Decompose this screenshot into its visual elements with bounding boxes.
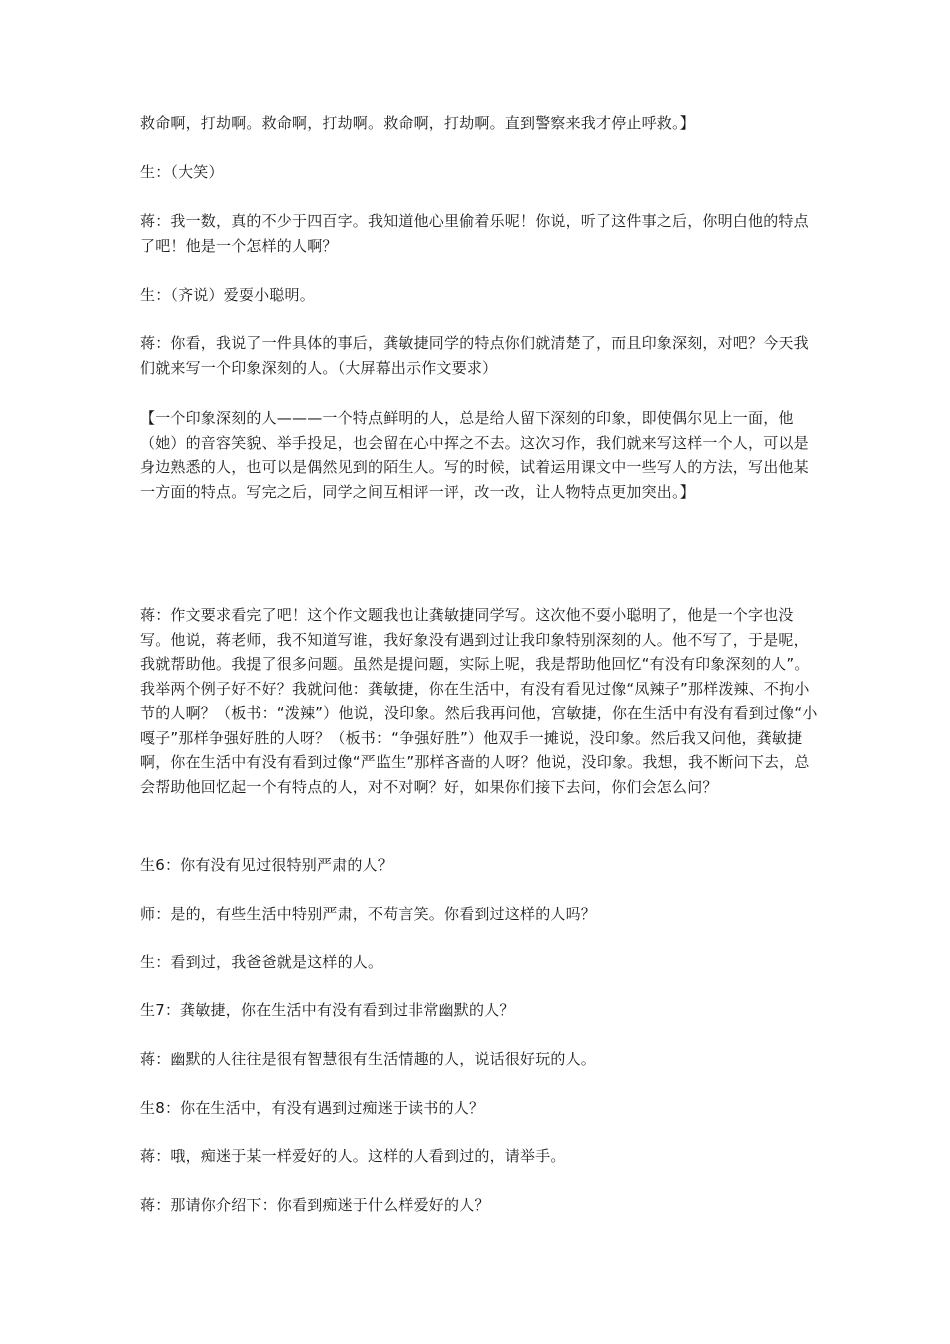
paragraph-10: 生：看到过，我爸爸就是这样的人。 [140, 953, 384, 971]
paragraph-8: 生6：你有没有见过很特别严肃的人？ [140, 856, 393, 874]
paragraph-9: 师：是的，有些生活中特别严肃，不苟言笑。你看到过这样的人吗？ [140, 905, 597, 923]
paragraph-7: 蒋：作文要求看完了吧！这个作文题我也让龚敏捷同学写。这次他不耍小聪明了，他是一个字也没写。他说，蒋老师，我不知道写谁，我好象没有遇到过让我印象特别深刻的人。他不写了，于是呢，我就帮助他。我提了很多问题。虽然是提问题，实际上呢，我是帮助他回忆“有没有印象深刻的人”。我举两个例子好不好？我就问他：龚敏捷，你在生活中，有没有看见过像“凤辣子”那样泼辣、不拘小节的人啊？（板书：“泼辣”）他说，没印象。然后我再问他，宫敏捷，你在生活中有没有看到过像“小嘎子”那样争强好胜的人呀？（板书：“争强好胜”）他双手一摊说，没印象。然后我又问他，龚敏捷啊，你在生活中有没有看到过像“严监生”那样吝啬的人呀？他说，没印象。我想，我不断问下去，总会帮助他回忆起一个有特点的人，对不对啊？好，如果你们接下去问，你们会怎么问？ [140, 606, 818, 796]
paragraph-12: 蒋：幽默的人往往是很有智慧很有生活情趣的人，说话很好玩的人。 [140, 1050, 597, 1068]
paragraph-15: 蒋：那请你介绍下：你看到痴迷于什么样爱好的人？ [140, 1196, 490, 1214]
paragraph-13: 生8：你在生活中，有没有遇到过痴迷于读书的人？ [140, 1099, 485, 1117]
paragraph-5: 蒋：你看，我说了一件具体的事后，龚敏捷同学的特点你们就清楚了，而且印象深刻，对吧？今天我们就来写一个印象深刻的人。（大屏幕出示作文要求） [140, 334, 809, 377]
paragraph-4: 生：（齐说）爱耍小聪明。 [140, 286, 315, 304]
paragraph-11: 生7：龚敏捷，你在生活中有没有看到过非常幽默的人？ [140, 1001, 515, 1019]
paragraph-3: 蒋：我一数，真的不少于四百字。我知道他心里偷着乐呢！你说，听了这件事之后，你明白他的特点了吧！他是一个怎样的人啊？ [140, 212, 809, 255]
paragraph-6: 【一个印象深刻的人———一个特点鲜明的人，总是给人留下深刻的印象，即使偶尔见上一面，他（她）的音容笑貌、举手投足，也会留在心中挥之不去。这次习作，我们就来写这样一个人，可以是身边熟悉的人，也可以是偶然见到的陌生人。写的时候，试着运用课文中一些写人的方法，写出他某一方面的特点。写完之后，同学之间互相评一评，改一改，让人物特点更加突出。】 [140, 409, 809, 501]
paragraph-14: 蒋：哦，痴迷于某一样爱好的人。这样的人看到过的，请举手。 [140, 1147, 566, 1165]
paragraph-1: 救命啊，打劫啊。救命啊，打劫啊。救命啊，打劫啊。直到警察来我才停止呼救。】 [140, 114, 695, 132]
paragraph-2: 生：（大笑） [140, 163, 224, 181]
